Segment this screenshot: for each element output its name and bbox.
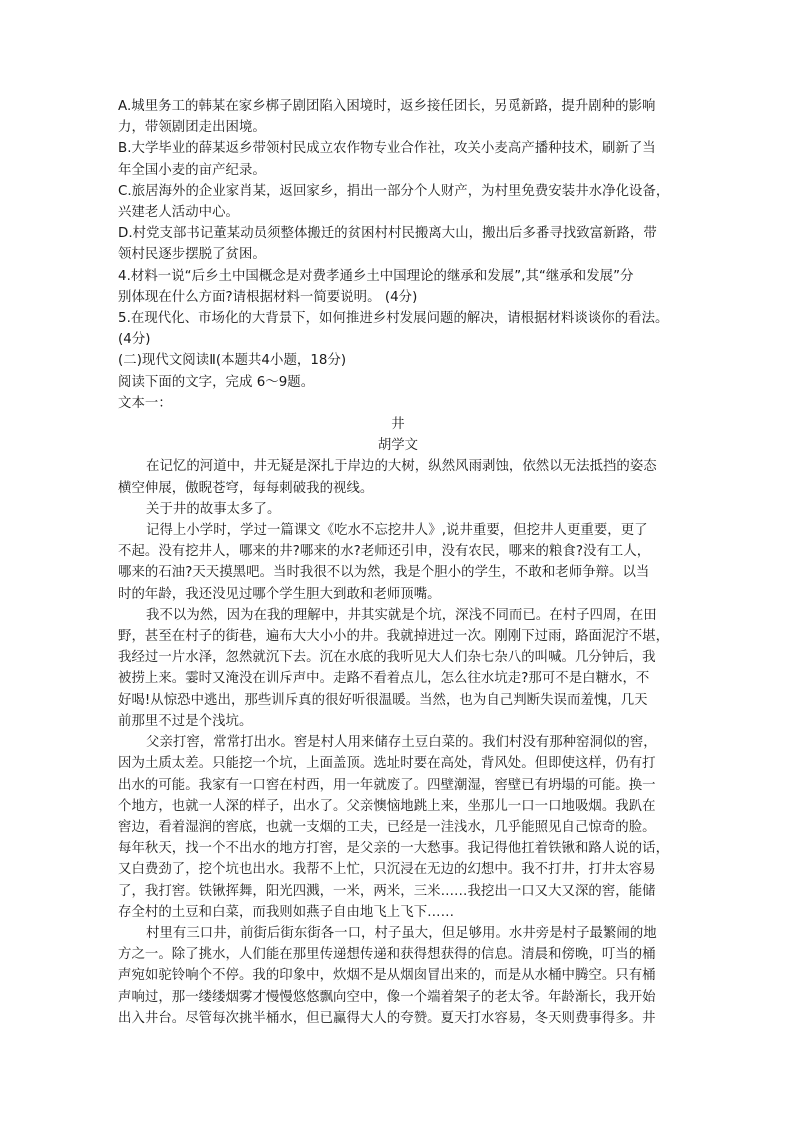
paragraph-line: 又白费劲了，挖个坑也出水。我帮不上忙，只沉浸在无边的幻想中。我不打井，打井太容易: [118, 862, 656, 878]
question-5-line: 5.在现代化、市场化的大背景下，如何推进乡村发展问题的解决，请根据材料谈谈你的看法。: [118, 311, 669, 327]
section-heading: (二)现代文阅读Ⅱ(本题共4小题，18分): [118, 353, 347, 369]
question-5-line: (4分): [118, 332, 151, 348]
paragraph-line: 声宛如驼铃响个不停。我的印象中，炊烟不是从烟囱冒出来的，而是从水桶中腾空。只有桶: [118, 968, 656, 984]
option-line: C.旅居海外的企业家肖某，返回家乡，捐出一部分个人财产，为村里免费安装井水净化设备，: [118, 183, 670, 199]
paragraph-line: 出入井台。尽管每次挑半桶水，但已赢得大人的夸赞。夏天打水容易，冬天则费事得多。井: [118, 1010, 656, 1026]
question-4-line: 4.材料一说“后乡土中国概念是对费孝通乡土中国理论的继承和发展”,其“继承和发展”分: [118, 268, 634, 284]
paragraph-line: 不起。没有挖井人，哪来的井?哪来的水?老师还引申，没有农民，哪来的粮食?没有工人，: [118, 544, 651, 560]
paragraph-line: 因为土质太差。只能挖一个坑，上面盖顶。选址时要在高处，背风处。但即使这样，仍有打: [118, 756, 656, 772]
paragraph-line: 时的年龄，我还没见过哪个学生胆大到敢和老师顶嘴。: [118, 586, 441, 602]
paragraph-line: 每年秋天，找一个不出水的地方打窖，是父亲的一大愁事。我记得他扛着铁锹和路人说的话，: [118, 841, 670, 857]
option-line: B.大学毕业的薛某返乡带领村民成立农作物专业合作社，攻关小麦高产播种技术，刷新了当: [118, 141, 656, 157]
paragraph-line: 村里有三口井，前街后街东街各一口，村子虽大，但足够用。水井旁是村子最繁闹的地: [146, 925, 657, 941]
article-title: 井: [391, 417, 405, 433]
paragraph-line: 个地方，也就一人深的样子，出水了。父亲懊恼地跳上来，坐那儿一口一口地吸烟。我趴在: [118, 798, 656, 814]
option-line: 兴建老人活动中心。: [118, 205, 239, 221]
paragraph-line: 我经过一片水泽，忽然就沉下去。沉在水底的我听见大人们杂七杂八的叫喊。几分钟后，我: [118, 650, 656, 666]
paragraph-line: 横空伸展，傲睨苍穹，每每刺破我的视线。: [118, 480, 374, 496]
paragraph-line: 了，我打窖。铁锹挥舞，阳光四溅，一米，两米，三米……我挖出一口又大又深的窖，能储: [118, 883, 656, 899]
paragraph-line: 前那里不过是个浅坑。: [118, 713, 253, 729]
option-line: 领村民逐步摆脱了贫困。: [118, 247, 266, 263]
article-author: 胡学文: [377, 438, 419, 454]
question-4-line: 别体现在什么方面?请根据材料一简要说明。 (4分): [118, 289, 418, 305]
paragraph-line: 我不以为然，因为在我的理解中，井其实就是个坑，深浅不同而已。在村子四周，在田: [146, 607, 657, 623]
text-label: 文本一：: [118, 395, 172, 411]
option-line: 力，带领剧团走出困境。: [118, 120, 266, 136]
paragraph-line: 好喝!从惊恐中逃出，那些训斥真的很好听很温暖。当然，也为自己判断失误而羞愧，几天: [118, 692, 648, 708]
paragraph-line: 方之一。除了挑水，人们能在那里传递想传递和获得想获得的信息。清晨和傍晚，叮当的桶: [118, 947, 656, 963]
instruction-text: 阅读下面的文字，完成 6～9题。: [118, 374, 315, 390]
option-line: 年全国小麦的亩产纪录。: [118, 162, 266, 178]
paragraph-line: 存全村的土豆和白菜，而我则如燕子自由地飞上飞下……: [118, 904, 455, 920]
paragraph-line: 在记忆的河道中，井无疑是深扎于岸边的大树，纵然风雨剥蚀，依然以无法抵挡的姿态: [146, 459, 657, 475]
paragraph-line: 关于井的故事太多了。: [146, 501, 281, 517]
paragraph-line: 父亲打窖，常常打出水。窖是村人用来储存土豆白菜的。我们村没有那种窑洞似的窖，: [146, 735, 657, 751]
paragraph-line: 窖边，看着湿润的窖底，也就一支烟的工夫，已经是一洼浅水，几乎能照见自己惊奇的脸。: [118, 819, 656, 835]
option-line: D.村党支部书记董某动员须整体搬迁的贫困村村民搬离大山，搬出后多番寻找致富新路，带: [118, 226, 657, 242]
option-line: A.城里务工的韩某在家乡梆子剧团陷入困境时，返乡接任团长，另觅新路，提升剧种的影响: [118, 99, 656, 114]
paragraph-line: 记得上小学时，学过一篇课文《吃水不忘挖井人》,说井重要，但挖井人更重要，更了: [146, 523, 648, 539]
paragraph-line: 被捞上来。霎时又淹没在训斥声中。走路不看着点儿，怎么往水坑走?那可不是白糖水，不: [118, 671, 650, 687]
paragraph-line: 哪来的石油?天天摸黑吧。当时我很不以为然，我是个胆小的学生，不敢和老师争辩。以当: [118, 565, 650, 581]
paragraph-line: 野，甚至在村子的街巷，遍布大大小小的井。我就掉进过一次。刚刚下过雨，路面泥泞不堪，: [118, 629, 670, 645]
paragraph-line: 出水的可能。我家有一口窖在村西，用一年就废了。四壁潮湿，窖壁已有坍塌的可能。换一: [118, 777, 656, 793]
paragraph-line: 声响过，那一缕缕烟雾才慢慢悠悠飘向空中，像一个端着架子的老太爷。年龄渐长，我开始: [118, 989, 656, 1005]
document-page: [118, 96, 678, 1029]
